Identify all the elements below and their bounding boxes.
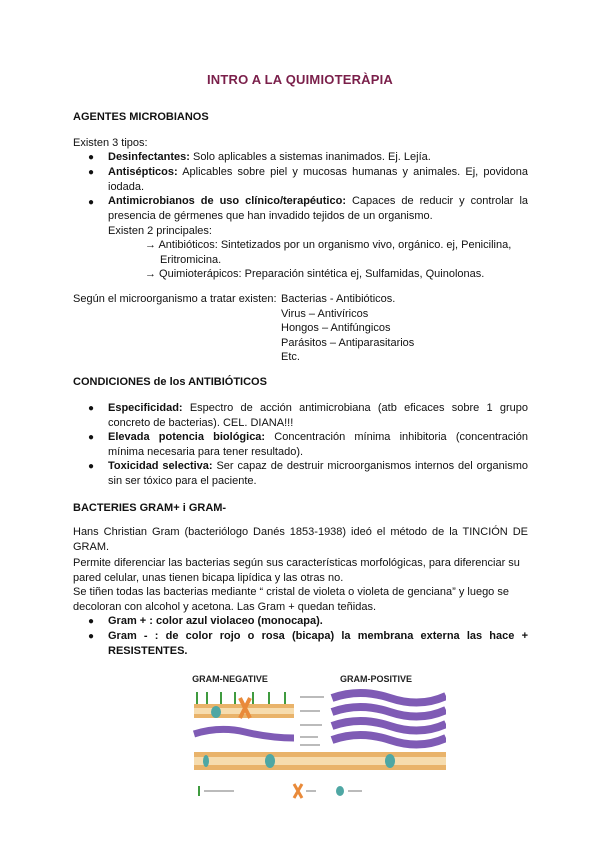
agent-item-disinfectants: Desinfectantes: Solo aplicables a sistemas inanimados. Ej. Lejía.: [108, 151, 431, 163]
condition-item-potency: Elevada potencia biológica: Concentración mínima inhibitoria (concentración mínima necesaria para tener resultado).: [108, 431, 528, 458]
conditions-heading: CONDICIONES de los ANTIBIÓTICOS: [73, 376, 267, 388]
sub-antibiotics-line2: Eritromicina.: [160, 254, 222, 266]
gram-paragraph-2: Permite diferenciar las bacterias según sus características morfológicas, para diferenciar su pared celular, unas tienen bicapa lipídica y las otras no.: [73, 557, 520, 584]
micro-intro: Según el microorganismo a tratar existen:: [73, 293, 277, 305]
bullet-icon: ●: [88, 432, 95, 443]
gram-positive-bullet: Gram + : color azul violaceo (monocapa).: [108, 615, 323, 627]
bullet-icon: ●: [88, 616, 95, 627]
agents-intro: Existen 3 tipos:: [73, 137, 148, 149]
bullet-icon: ●: [88, 403, 95, 414]
gram-heading: BACTERIES GRAM+ i GRAM-: [73, 502, 227, 514]
micro-list-item: Hongos – Antifúngicos: [281, 322, 391, 334]
protein-icon: [211, 706, 221, 718]
gram-paragraph-1: Hans Christian Gram (bacteriólogo Danés 1853-1938) ideó el método de la TINCIÓN DE GRAM.: [73, 526, 528, 553]
micro-list-item: Parásitos – Antiparasitarios: [281, 337, 415, 349]
page-title: INTRO A LA QUIMIOTERÀPIA: [206, 72, 394, 87]
bullet-icon: ●: [88, 167, 95, 178]
micro-list-item: Bacterias - Antibióticos.: [281, 293, 396, 305]
bullet-icon: ●: [88, 152, 95, 163]
gram-paragraph-3: Se tiñen todas las bacterias mediante “ cristal de violeta o violeta de genciana” y luego se decoloran con alcohol y acetona. Las Gram + quedan teñidas.: [73, 586, 509, 613]
micro-list-item: Virus – Antivíricos: [281, 308, 369, 320]
bullet-icon: ●: [88, 631, 95, 642]
bullet-icon: ●: [88, 461, 95, 472]
gram-cell-wall-figure: [190, 668, 446, 846]
bullet-icon: ●: [88, 197, 95, 208]
thick-peptidoglycan: [332, 693, 446, 745]
condition-item-specificity: Especificidad: Espectro de acción antimicrobiana (atb eficaces sobre 1 grupo concreto de bacterias). CEL. DIANA!!!: [108, 402, 528, 429]
sub-chemotherapeutics: → Quimioterápicos: Preparación sintética ej, Sulfamidas, Quinolonas.: [145, 268, 485, 280]
agents-sub-intro: Existen 2 principales:: [108, 225, 212, 237]
gram-negative-bullet: Gram - : de color rojo o rosa (bicapa) la membrana externa las hace + RESISTENTES.: [108, 630, 528, 657]
condition-item-toxicity: Toxicidad selectiva: Ser capaz de destruir microorganismos internos del organismo sin ser tóxico para el paciente.: [108, 460, 528, 487]
sub-antibiotics-line1: → Antibióticos: Sintetizados por un organismo vivo, orgánico. ej, Penicilina,: [145, 239, 512, 251]
agent-item-antimicrobials: Antimicrobianos de uso clínico/terapéutico: Capaces de reducir y controlar la presencia de gérmenes que han invadido tejidos de un organismo.: [108, 195, 529, 222]
micro-list-item: Etc.: [281, 351, 300, 363]
figure-right-title: GRAM-POSITIVE: [339, 674, 413, 684]
figure-left-title: GRAM-NEGATIVE: [192, 674, 268, 684]
agent-item-antiseptics: Antisépticos: Aplicables sobre piel y mucosas humanas y animales. Ej, povidona iodada.: [108, 166, 528, 193]
agents-heading: AGENTES MICROBIANOS: [73, 111, 209, 123]
thin-peptidoglycan: [194, 729, 294, 738]
figure-legend: [198, 784, 362, 798]
